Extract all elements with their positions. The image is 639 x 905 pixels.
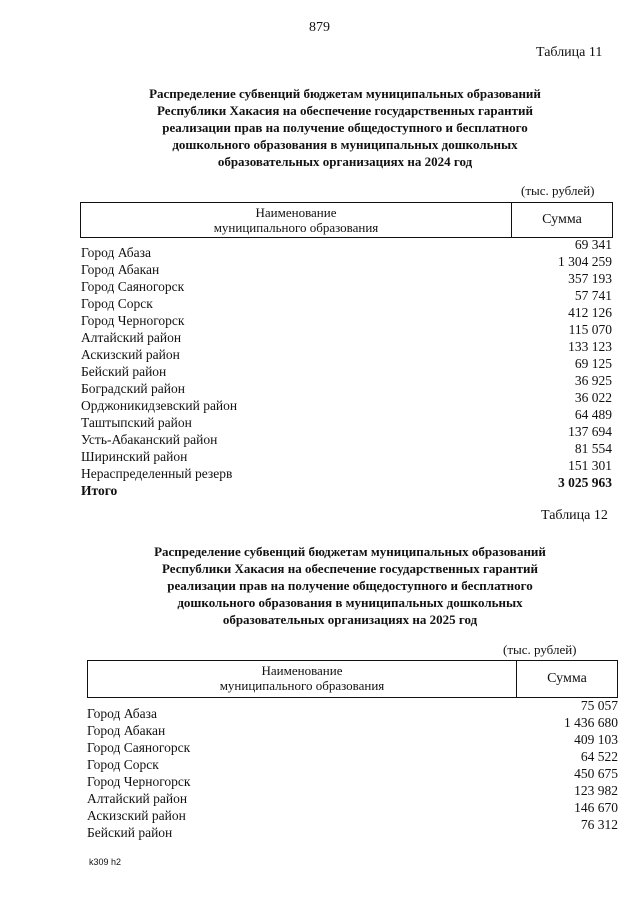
column-header-name xyxy=(88,661,517,697)
table-12-units: (тыс. рублей) xyxy=(503,642,577,657)
table-row xyxy=(81,271,612,294)
row-name: Бейский район xyxy=(81,364,167,379)
row-value: 81 554 xyxy=(574,441,612,456)
row-value: 409 103 xyxy=(574,732,618,747)
title-line: дошкольного образования в муниципальных дошкольных xyxy=(172,137,518,152)
table-row xyxy=(87,698,618,721)
row-value: 57 741 xyxy=(574,288,612,303)
table-row xyxy=(81,305,612,328)
title-line: Республики Хакасия на обеспечение государственных гарантий xyxy=(162,561,538,576)
table-row xyxy=(81,339,612,362)
table-row xyxy=(87,783,618,806)
row-value: 412 126 xyxy=(568,305,612,320)
table-12-title xyxy=(110,543,590,628)
table-row xyxy=(87,800,618,823)
row-name: Боградский район xyxy=(81,381,185,396)
row-value: 69 125 xyxy=(574,356,612,371)
row-name: Город Сорск xyxy=(81,296,153,311)
row-value: 64 522 xyxy=(580,749,618,764)
header-name-line2: муниципального образования xyxy=(219,678,385,693)
total-label: Итого xyxy=(81,483,118,498)
column-header-sum: Сумма xyxy=(547,671,587,686)
row-value: 146 670 xyxy=(574,800,618,815)
row-value: 151 301 xyxy=(568,458,612,473)
table-row xyxy=(81,322,612,345)
row-name: Усть-Абаканский район xyxy=(81,432,218,447)
table-row xyxy=(87,732,618,755)
row-name: Таштыпский район xyxy=(81,415,192,430)
row-name: Аскизский район xyxy=(87,808,186,823)
table-11-header xyxy=(80,202,613,238)
row-name: Город Абакан xyxy=(87,723,166,738)
row-value: 75 057 xyxy=(580,698,618,713)
row-name: Алтайский район xyxy=(87,791,188,806)
row-name: Алтайский район xyxy=(81,330,182,345)
table-row xyxy=(81,237,612,260)
column-header-sum: Сумма xyxy=(542,212,582,227)
row-name: Город Абакан xyxy=(81,262,160,277)
table-row xyxy=(81,407,612,430)
row-name: Аскизский район xyxy=(81,347,180,362)
row-value: 1 304 259 xyxy=(558,254,612,269)
row-name: Ширинский район xyxy=(81,449,188,464)
table-row xyxy=(87,766,618,789)
total-value: 3 025 963 xyxy=(558,475,612,490)
table-row xyxy=(81,288,612,311)
header-name-line2: муниципального образования xyxy=(213,220,379,235)
row-name: Город Черногорск xyxy=(81,313,185,328)
row-name: Город Сорск xyxy=(87,757,159,772)
table-row xyxy=(81,390,612,413)
row-value: 450 675 xyxy=(574,766,618,781)
table-row xyxy=(81,356,612,379)
table-row xyxy=(81,424,612,447)
table-row xyxy=(87,715,618,738)
table-11-label: Таблица 11 xyxy=(536,45,603,60)
row-value: 36 022 xyxy=(574,390,612,405)
title-line: реализации прав на получение общедоступного и бесплатного xyxy=(162,120,528,135)
header-name-line1: Наименование xyxy=(255,205,337,220)
table-row xyxy=(81,373,612,396)
table-12-label: Таблица 12 xyxy=(541,508,608,523)
row-name: Город Саяногорск xyxy=(81,279,185,294)
title-line: дошкольного образования в муниципальных дошкольных xyxy=(177,595,523,610)
table-row xyxy=(81,254,612,277)
total-row xyxy=(81,475,612,498)
footer-code: k309 h2 xyxy=(89,857,122,867)
table-row xyxy=(81,458,612,481)
table-11-body xyxy=(81,237,612,498)
row-value: 137 694 xyxy=(568,424,612,439)
row-name: Город Абаза xyxy=(81,245,151,260)
row-value: 69 341 xyxy=(574,237,612,252)
row-name: Город Абаза xyxy=(87,706,157,721)
row-value: 133 123 xyxy=(568,339,612,354)
table-11-units: (тыс. рублей) xyxy=(521,183,595,198)
title-line: Распределение субвенций бюджетам муниципальных образований xyxy=(154,544,546,559)
table-row xyxy=(87,817,618,840)
title-line: Республики Хакасия на обеспечение государственных гарантий xyxy=(157,103,533,118)
table-row xyxy=(87,749,618,772)
row-value: 115 070 xyxy=(568,322,612,337)
row-name: Город Черногорск xyxy=(87,774,191,789)
title-line: реализации прав на получение общедоступного и бесплатного xyxy=(167,578,533,593)
title-line: образовательных организациях на 2024 год xyxy=(217,154,473,169)
row-name: Орджоникидзевский район xyxy=(81,398,238,413)
table-11-title xyxy=(105,85,585,170)
page-number: 879 xyxy=(309,20,330,35)
row-value: 64 489 xyxy=(574,407,612,422)
row-value: 36 925 xyxy=(574,373,612,388)
title-line: Распределение субвенций бюджетам муниципальных образований xyxy=(149,86,541,101)
table-12-body xyxy=(87,698,618,840)
column-header-name xyxy=(81,203,512,237)
table-12-header xyxy=(87,660,618,698)
table-row xyxy=(81,441,612,464)
row-value: 123 982 xyxy=(574,783,618,798)
title-line: образовательных организациях на 2025 год xyxy=(222,612,478,627)
header-name-line1: Наименование xyxy=(261,663,343,678)
row-name: Бейский район xyxy=(87,825,173,840)
row-name: Город Саяногорск xyxy=(87,740,191,755)
row-value: 76 312 xyxy=(580,817,618,832)
row-value: 357 193 xyxy=(568,271,612,286)
row-name: Нераспределенный резерв xyxy=(81,466,233,481)
row-value: 1 436 680 xyxy=(564,715,618,730)
